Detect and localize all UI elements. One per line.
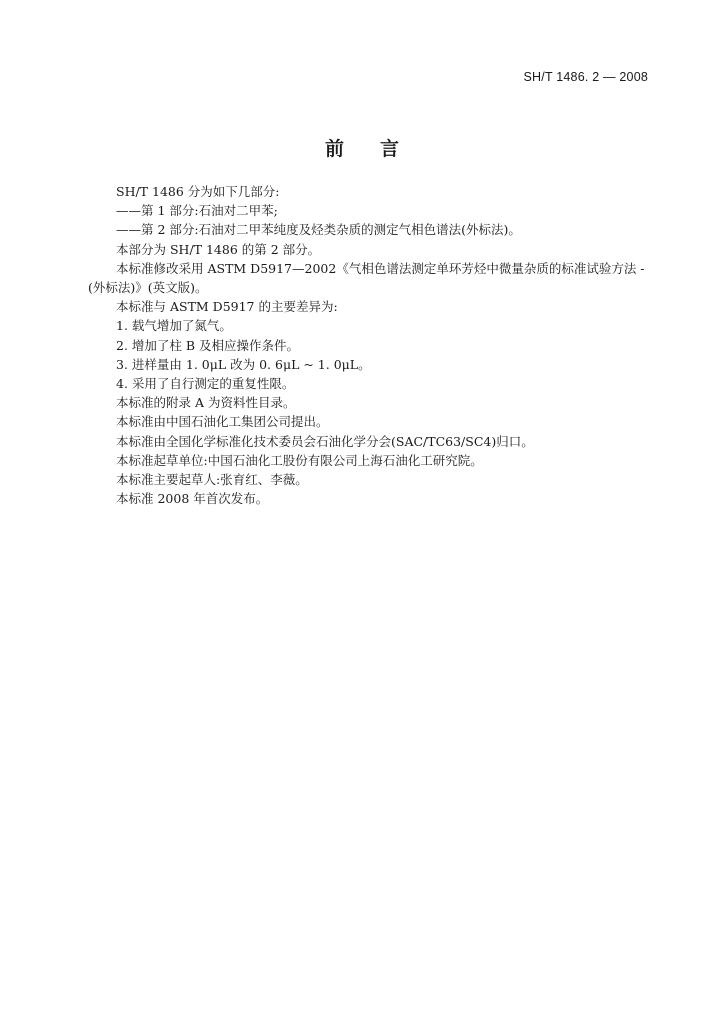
paragraph-line: (外标法)》(英文版)。 xyxy=(88,280,208,296)
paragraph-line: 本标准与 ASTM D5917 的主要差异为: xyxy=(116,299,338,315)
paragraph-line: 4. 采用了自行测定的重复性限。 xyxy=(116,376,295,392)
paragraph-line: ——第 2 部分:石油对二甲苯纯度及烃类杂质的测定气相色谱法(外标法)。 xyxy=(116,222,521,238)
paragraph-line: ——第 1 部分:石油对二甲苯; xyxy=(116,203,278,219)
paragraph-line: 本标准修改采用 ASTM D5917—2002《气相色谱法测定单环芳烃中微量杂质的标准试验方法 - xyxy=(116,260,645,276)
standard-number: SH/T 1486. 2 — 2008 xyxy=(523,70,648,84)
page-title: 前言 xyxy=(324,138,435,160)
paragraph-line: 1. 载气增加了氮气。 xyxy=(116,318,232,334)
foreword-body xyxy=(88,182,648,508)
paragraph-line: SH/T 1486 分为如下几部分: xyxy=(116,184,280,199)
paragraph-line: 本标准主要起草人:张育红、李薇。 xyxy=(116,472,308,488)
paragraph-line: 本标准由全国化学标准化技术委员会石油化学分会(SAC/TC63/SC4)归口。 xyxy=(116,433,534,449)
paragraph-line: 本部分为 SH/T 1486 的第 2 部分。 xyxy=(116,241,321,257)
paragraph-line: 本标准起草单位:中国石油化工股份有限公司上海石油化工研究院。 xyxy=(116,452,483,468)
paragraph-line: 本标准由中国石油化工集团公司提出。 xyxy=(116,414,329,430)
paragraph-line: 2. 增加了柱 B 及相应操作条件。 xyxy=(116,337,300,353)
paragraph-line: 本标准 2008 年首次发布。 xyxy=(116,491,269,507)
paragraph-line: 本标准的附录 A 为资料性目录。 xyxy=(116,395,296,411)
paragraph-line: 3. 进样量由 1. 0μL 改为 0. 6μL ~ 1. 0μL。 xyxy=(116,356,371,372)
